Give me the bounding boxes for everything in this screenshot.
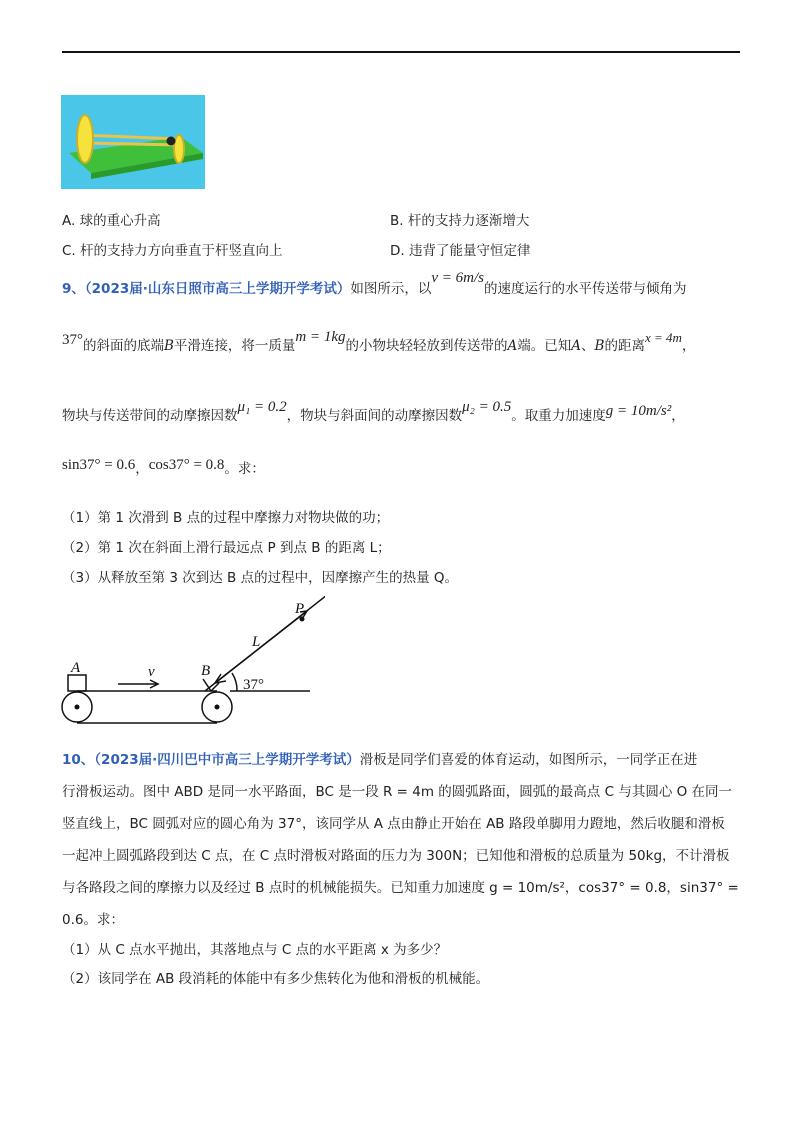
label-p: P [295,601,305,617]
option-c: C. 杆的支持力方向垂直于杆竖直向上 [62,243,283,259]
angle-arc [232,673,237,691]
point-b: B [164,338,174,354]
q9-text: 的小物块轻轻放到传送带的 [345,338,508,354]
q9-sub3: （3）从释放至第 3 次到达 B 点的过程中，因摩擦产生的热量 Q。 [62,570,459,586]
label-angle: 37° [243,677,264,693]
q9-text: 的斜面的底端 [83,338,164,354]
q9-text: 的距离 [604,338,645,354]
label-b: B [201,663,211,679]
label-l: L [252,634,261,650]
q9-text: 如图所示，以 [350,281,432,297]
cos-value: cos37° = 0.8 [148,457,225,473]
point-a: A [507,338,518,354]
option-d: D. 违背了能量守恒定律 [390,243,531,259]
velocity-value: v = 6m/s [431,270,484,286]
sin-value: sin37° = 0.6 [62,457,136,473]
block-a [68,675,86,691]
q10-line: 与各路段之间的摩擦力以及经过 B 点时的机械能损失。已知重力加速度 g = 10m/s²，cos37° = 0.8，sin37° = [62,880,739,896]
q9-sub2: （2）第 1 次在斜面上滑行最远点 P 到点 B 的距离 L； [62,540,391,556]
pulley-axle [75,705,80,710]
label-a: A [71,660,81,676]
apparatus-photo [61,95,205,189]
header-rule [62,51,740,53]
q9-figure [55,595,325,730]
q9-text: 的速度运行的水平传送带与倾角为 [483,281,687,297]
q9-text: 。求： [224,461,265,477]
q9-line4 [62,459,265,479]
gravity-value: g = 10m/s² [605,403,672,419]
mu1-value: μ₁ = 0.2 [237,399,287,415]
q10-sub2: （2）该同学在 AB 段消耗的体能中有多少焦转化为他和滑板的机械能。 [62,971,490,987]
pulley-axle [215,705,220,710]
point-b: B [594,338,605,354]
q9-sub1: （1）第 1 次滑到 B 点的过程中摩擦力对物块做的功； [62,510,390,526]
q9-text: ，物块与斜面间的动摩擦因数 [286,408,463,424]
q9-text: 。取重力加速度 [511,408,606,424]
q10-line: 竖直线上，BC 圆弧对应的圆心角为 37°，该同学从 A 点由静止开始在 AB 路段单脚用力蹬地，然后收腿和滑板 [62,816,725,832]
q9-source: （2023届·山东日照市高三上学期开学考试） [84,281,351,297]
mass-value: m = 1kg [295,329,346,345]
q9-text: 端。已知 [517,338,572,354]
q9-text: 、 [581,338,595,354]
q10-line: 一起冲上圆弧路段到达 C 点，在 C 点时滑板对路面的压力为 300N；已知他和滑板的总质量为 50kg，不计滑板 [62,848,730,864]
q9-text: ， [671,408,685,424]
mu2-value: μ₂ = 0.5 [462,399,512,415]
q9-line2 [62,329,696,356]
q10-sub1: （1）从 C 点水平抛出，其落地点与 C 点的水平距离 x 为多少？ [62,942,448,958]
angle-value: 37° [62,332,83,348]
q9-line1 [62,270,687,299]
q9-text: 平滑连接，将一质量 [173,338,296,354]
q10-text: 滑板是同学们喜爱的体育运动，如图所示，一同学正在进 [359,752,698,768]
q9-text: ， [135,461,149,477]
point-a: A [571,338,582,354]
l-arrow [215,611,307,683]
q9-line3 [62,399,685,426]
q10-line: 0.6。求： [62,912,124,928]
q9-number: 9、 [62,281,85,297]
option-a: A. 球的重心升高 [62,213,161,229]
q9-text: ， [681,338,696,354]
q9-text: 物块与传送带间的动摩擦因数 [62,408,238,424]
distance-value: x = 4m [644,330,682,345]
q10-line1 [62,750,697,770]
label-v: v [148,664,155,680]
option-b: B. 杆的支持力逐渐增大 [390,213,530,229]
point-p-dot [300,617,305,622]
q10-source: （2023届·四川巴中市高三上学期开学考试） [94,752,360,768]
q10-line: 行滑板运动。图中 ABD 是同一水平路面，BC 是一段 R = 4m 的圆弧路面，圆弧的最高点 C 与其圆心 O 在同一 [62,784,733,800]
q10-number: 10、 [62,752,95,768]
